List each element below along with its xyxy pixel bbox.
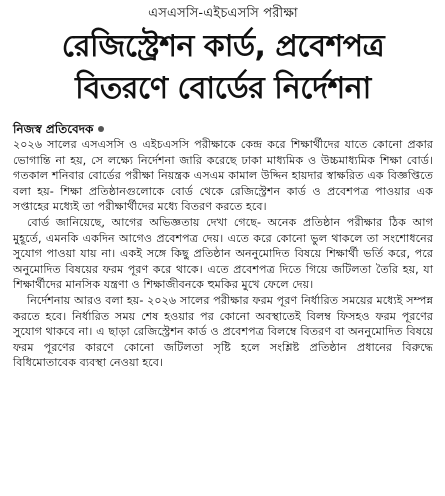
article-paragraph-3: নির্দেশনায় আরও বলা হয়- ২০২৬ সালের পরীক্ষার ফরম পূরণ নির্ধারিত সময়ের মধ্যেই সম্পন্ন করতে হবে। নির্ধারিত সময় শেষ হওয়ার পর কোনো অবস্থাতেই বিলম্ব ফিসহও ফরম পূরণের সুযোগ থাকবে না। এ ছাড়া রেজিস্ট্রেশন কার্ড ও প্রবেশপত্র বিলম্বে বিতরণ বা অননুমোদিত বিষয়ে ফরম পূরণের কারণে কোনো জটিলতা সৃষ্টি হলে সংশ্লিষ্ট প্রতিষ্ঠান প্রধানের বিরুদ্ধে বিধিমোতাবেক ব্যবস্থা নেওয়া হবে। bbox=[13, 293, 433, 370]
article-paragraph-2: বোর্ড জানিয়েছে, আগের অভিজ্ঞতায় দেখা গেছে- অনেক প্রতিষ্ঠান পরীক্ষার ঠিক আগ মুহূর্তে, এমনকি একদিন আগেও প্রবেশপত্র দেয়। এতে করে কোনো ভুল থাকলে তা সংশোধনের সুযোগ পাওয়া যায় না। একই সঙ্গে কিছু প্রতিষ্ঠান অননুমোদিত বিষয়ে শিক্ষার্থী ভর্তি করে, পরে অনুমোদিত বিষয়ের ফরম পূরণ করে থাকে। এতে প্রবেশপত্র দিতে গিয়ে জটিলতা তৈরি হয়, যা শিক্ষার্থীদের মানসিক যন্ত্রণা ও শিক্ষাজীবনকে হুমকির মুখে ফেলে দেয়। bbox=[13, 215, 433, 292]
article-body bbox=[13, 137, 433, 371]
bullet-dot-icon bbox=[98, 126, 104, 132]
kicker: এসএসসি-এইচএসসি পরীক্ষা bbox=[148, 6, 298, 21]
byline: নিজস্ব প্রতিবেদক bbox=[13, 122, 94, 136]
headline-line-1: রেজিস্ট্রেশন কার্ড, প্রবেশপত্র bbox=[61, 29, 385, 64]
headline-line-2: বিতরণে বোর্ডের নির্দেশনা bbox=[75, 71, 371, 106]
byline-row bbox=[13, 122, 433, 136]
article-paragraph-1: ২০২৬ সালের এসএসসি ও এইচএসসি পরীক্ষাকে কেন্দ্র করে শিক্ষার্থীদের যাতে কোনো প্রকার ভোগান্তি না হয়, সে লক্ষ্যে নির্দেশনা জারি করেছে ঢাকা মাধ্যমিক ও উচ্চমাধ্যমিক শিক্ষা বোর্ড। গতকাল শনিবার বোর্ডের পরীক্ষা নিয়ন্ত্রক এসএম কামাল উদ্দিন হায়দার স্বাক্ষরিত এক বিজ্ঞপ্তিতে বলা হয়- শিক্ষা প্রতিষ্ঠানগুলোকে বোর্ড থেকে রেজিস্ট্রেশন কার্ড ও প্রবেশপত্র পাওয়ার এক সপ্তাহের মধ্যেই তা পরীক্ষার্থীদের মধ্যে বিতরণ করতে হবে। bbox=[13, 138, 433, 214]
headline bbox=[13, 26, 433, 110]
